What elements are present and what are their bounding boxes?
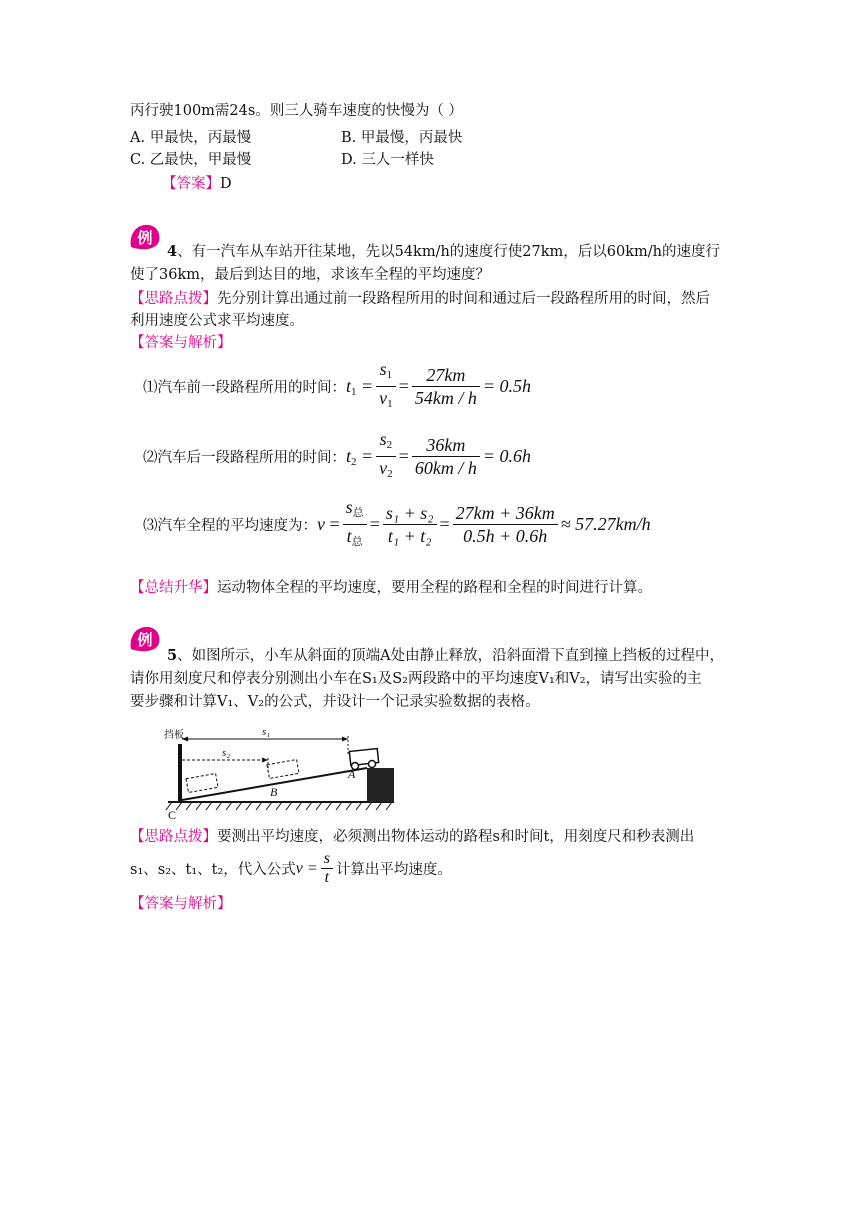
point-c-label: C xyxy=(168,808,177,822)
example-badge-icon xyxy=(128,223,162,251)
point-b-label: B xyxy=(270,785,278,799)
answer-value: D xyxy=(220,176,232,192)
ex5-question-line2: 请你用刻度尺和停表分别测出小车在S₁及S₂两段路中的平均速度V₁和V₂，请写出实验的主 xyxy=(130,671,702,687)
question-continuation: 丙行驶100m需24s。则三人骑车速度的快慢为（ ） xyxy=(130,103,463,119)
ex5-hint-line2: s₁、s₂、t₁、t₂，代入公式 v = $\frac{s}{t}$ 计算出平均速度。 xyxy=(130,850,452,886)
s2-label: s₂ xyxy=(222,747,231,759)
option-d: D. 三人一样快 xyxy=(341,152,434,168)
hint-tag: 【思路点拨】 xyxy=(130,291,217,307)
incline-figure xyxy=(162,722,402,822)
ex4-question-line1: 4、有一汽车从车站开往某地，先以54km/h的速度行使27km，后以60km/h的速度行 xyxy=(167,243,720,260)
ex5-question-line3: 要步骤和计算V₁、V₂的公式，并设计一个记录实验数据的表格。 xyxy=(130,694,540,710)
option-c: C. 乙最快，甲最慢 xyxy=(130,152,252,168)
svg-text:例: 例 xyxy=(137,631,153,649)
example-badge-icon xyxy=(128,625,162,653)
badge-char: 例 xyxy=(137,229,153,247)
ex5-number: 5 xyxy=(167,647,178,664)
ex4-summary: 【总结升华】运动物体全程的平均速度，要用全程的路程和全程的时间进行计算。 xyxy=(130,580,652,596)
answer-line xyxy=(162,173,232,195)
equation-3: ⑶汽车全程的平均速度为： v = $\frac{s_总}{t_总}$ = $\frac{\text{s₁ + s₂}}{\text{t₁ + t₂}}$ = $\frac{27km + 36km}{0.5h + 0.6h}$ ≈ 57.27km/h xyxy=(143,497,651,548)
ex4-hint-line2: 利用速度公式求平均速度。 xyxy=(130,313,304,329)
ex4-answer-tag: 【答案与解析】 xyxy=(130,335,232,351)
ex4-question-line2: 使了36km，最后到达目的地，求该车全程的平均速度？ xyxy=(130,267,490,283)
ex4-hint-line1: 【思路点拨】先分别计算出通过前一段路程所用的时间和通过后一段路程所用的时间，然后 xyxy=(130,291,710,307)
point-a-label: A xyxy=(348,767,356,781)
equation-1: ⑴汽车前一段路程所用的时间： $t_1$ = $\frac{s_1}{v_1}$ = $\frac{27km}{54km / h}$ = 0.5h xyxy=(143,359,531,410)
option-a: A. 甲最快，丙最慢 xyxy=(130,130,252,146)
ex4-number: 4 xyxy=(167,243,178,260)
ex5-question-line1: 5、如图所示，小车从斜面的顶端A处由静止释放，沿斜面滑下直到撞上挡板的过程中， xyxy=(167,647,725,664)
baffle-label: 挡板 xyxy=(164,730,184,741)
equation-2: ⑵汽车后一段路程所用的时间： $t_2$ = $\frac{s_2}{v_2}$ = $\frac{36km}{60km / h}$ = 0.6h xyxy=(143,429,531,480)
answer-tag: 【答案】 xyxy=(162,176,220,192)
ex5-hint-line1: 【思路点拨】要测出平均速度，必须测出物体运动的路程s和时间t，用刻度尺和秒表测出 xyxy=(130,829,695,845)
s1-label: s₁ xyxy=(262,726,271,738)
ex5-answer-tag: 【答案与解析】 xyxy=(130,896,232,912)
option-b: B. 甲最慢，丙最快 xyxy=(341,130,463,146)
hint-tag: 【思路点拨】 xyxy=(130,829,217,845)
summary-tag: 【总结升华】 xyxy=(130,580,217,596)
